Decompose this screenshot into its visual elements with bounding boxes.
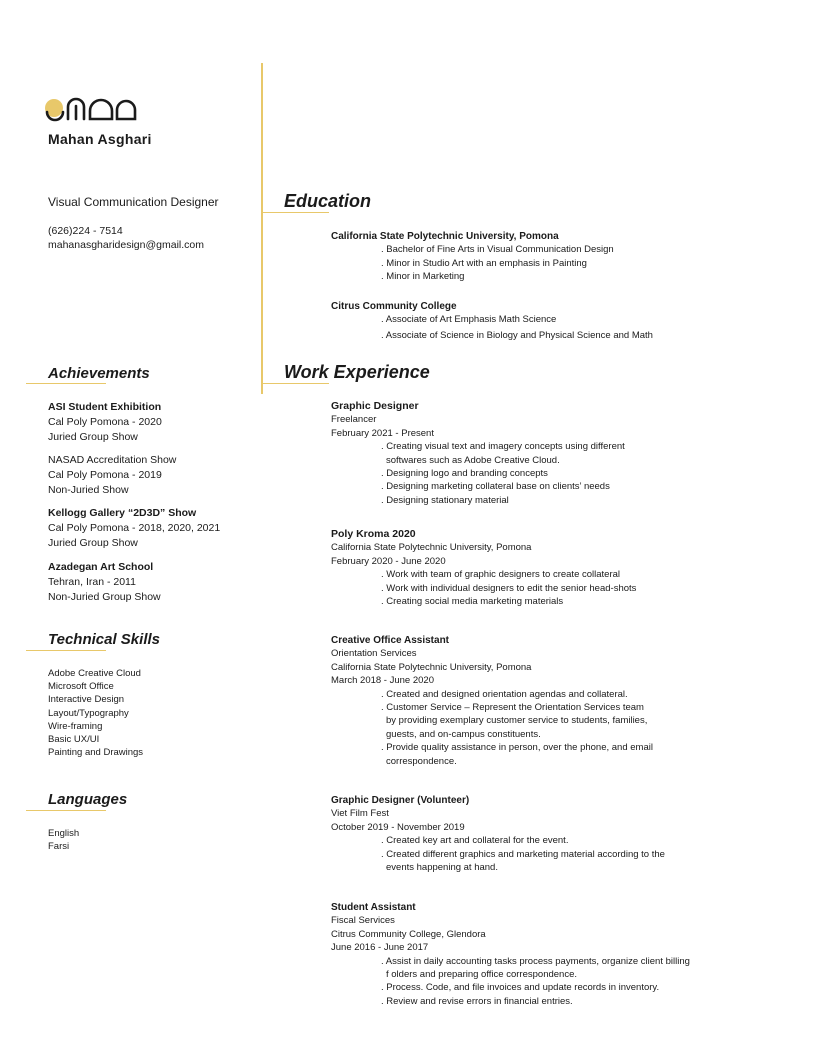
- work-entry: [331, 528, 751, 608]
- bullet: . Designing marketing collateral base on clients’ needs: [381, 481, 610, 493]
- list-item: Basic UX/UI: [48, 734, 100, 746]
- bullet: . Designing logo and branding concepts: [381, 468, 548, 480]
- bullet: . Provide quality assistance in person, over the phone, and email correspondence.: [381, 742, 653, 767]
- achievement-item: [48, 560, 161, 605]
- list-item: Adobe Creative Cloud: [48, 668, 141, 679]
- job-org: Orientation Services: [331, 648, 417, 660]
- profile-title: Visual Communication Designer: [48, 195, 219, 209]
- achievement-item: [48, 453, 176, 498]
- skills-heading: Technical Skills: [48, 631, 160, 648]
- achievement-line: Cal Poly Pomona - 2018, 2020, 2021: [48, 522, 221, 534]
- list-item: English: [48, 828, 80, 839]
- education-entry: [331, 300, 751, 342]
- bullet: . Work with individual designers to edit the senior head-shots: [381, 582, 637, 594]
- bullet: . Minor in Marketing: [381, 271, 465, 283]
- bullet: . Designing stationary material: [381, 494, 509, 506]
- work-entry: [331, 400, 751, 507]
- work-entry: [331, 634, 751, 768]
- school-name: California State Polytechnic University, Pomona: [331, 231, 559, 242]
- profile-name: Mahan Asghari: [48, 131, 152, 147]
- achievement-line: Juried Group Show: [48, 431, 138, 443]
- job-title: Graphic Designer: [331, 400, 419, 412]
- work-heading: Work Experience: [284, 362, 430, 382]
- languages-rule: [26, 810, 106, 811]
- job-dates: February 2021 - Present: [331, 427, 434, 439]
- languages-list: [48, 827, 79, 853]
- work-rule: [261, 383, 329, 384]
- bullet: . Created different graphics and marketing material according to the events happening at hand.: [381, 848, 665, 874]
- achievement-item: [48, 400, 162, 445]
- list-item: Painting and Drawings: [48, 747, 144, 759]
- profile-phone: (626)224 - 7514: [48, 225, 123, 237]
- education-entry: [331, 230, 751, 284]
- list-item: Layout/Typography: [48, 707, 129, 719]
- achievement-line: Cal Poly Pomona - 2020: [48, 416, 162, 428]
- skills-list: [48, 667, 143, 759]
- job-title: Creative Office Assistant: [331, 635, 450, 646]
- work-entry: [331, 794, 751, 874]
- job-dates: March 2018 - June 2020: [331, 675, 434, 687]
- achievement-line: Non-Juried Group Show: [48, 591, 161, 603]
- bullet: . Associate of Art Emphasis Math Science: [381, 314, 557, 326]
- job-dates: February 2020 - June 2020: [331, 555, 446, 567]
- job-title: Poly Kroma 2020: [331, 528, 416, 540]
- job-title: Graphic Designer (Volunteer): [331, 795, 470, 806]
- logo-mark: [44, 97, 156, 123]
- bullet: . Created and designed orientation agendas and collateral.: [381, 688, 628, 700]
- job-org: Fiscal Services: [331, 915, 395, 927]
- education-rule: [261, 212, 329, 213]
- achievement-line: Juried Group Show: [48, 537, 138, 549]
- bullet: . Customer Service – Represent the Orientation Services team by providing exemplary customer service to students, families, guests, and on-campus constituents.: [381, 702, 648, 740]
- profile-email: mahanasgharidesign@gmail.com: [48, 239, 204, 251]
- bullet: . Work with team of graphic designers to create collateral: [381, 569, 621, 581]
- list-item: Wire-framing: [48, 720, 103, 732]
- achievement-line: Non-Juried Show: [48, 484, 129, 496]
- job-org: Citrus Community College, Glendora: [331, 928, 486, 940]
- bullet: . Associate of Science in Biology and Physical Science and Math: [381, 329, 653, 341]
- job-org: California State Polytechnic University, Pomona: [331, 542, 532, 554]
- languages-heading: Languages: [48, 791, 128, 808]
- education-heading: Education: [284, 191, 372, 211]
- list-item: Microsoft Office: [48, 681, 114, 693]
- job-org: California State Polytechnic University, Pomona: [331, 661, 532, 673]
- achievements-rule: [26, 383, 106, 384]
- bullet: . Process. Code, and file invoices and update records in inventory.: [381, 982, 660, 994]
- list-item: Interactive Design: [48, 694, 125, 706]
- bullet: . Bachelor of Fine Arts in Visual Communication Design: [381, 244, 614, 256]
- bullet: . Creating social media marketing materials: [381, 596, 564, 608]
- achievement-item: [48, 506, 220, 551]
- skills-rule: [26, 650, 106, 651]
- achievement-title: NASAD Accreditation Show: [48, 454, 177, 466]
- list-item: Farsi: [48, 841, 70, 853]
- achievements-heading: Achievements: [48, 365, 150, 382]
- bullet: . Minor in Studio Art with an emphasis in Painting: [381, 257, 587, 269]
- job-org: Viet Film Fest: [331, 808, 389, 820]
- vertical-divider: [261, 63, 263, 394]
- achievement-title: Kellogg Gallery “2D3D” Show: [48, 507, 197, 519]
- bullet: . Review and revise errors in financial entries.: [381, 995, 573, 1007]
- bullet: . Assist in daily accounting tasks process payments, organize client billing f olders and preparing office correspondence.: [381, 955, 690, 981]
- bullet: . Creating visual text and imagery concepts using different softwares such as Adobe Creative Cloud.: [381, 441, 625, 466]
- job-dates: October 2019 - November 2019: [331, 821, 465, 833]
- achievement-title: ASI Student Exhibition: [48, 401, 162, 413]
- work-entry: [331, 901, 751, 1008]
- job-dates: June 2016 - June 2017: [331, 942, 429, 954]
- job-title: Student Assistant: [331, 902, 416, 913]
- achievement-line: Cal Poly Pomona - 2019: [48, 469, 162, 481]
- school-name: Citrus Community College: [331, 301, 457, 312]
- achievement-line: Tehran, Iran - 2011: [48, 576, 136, 588]
- job-org: Freelancer: [331, 414, 377, 426]
- bullet: . Created key art and collateral for the event.: [381, 835, 569, 847]
- achievement-title: Azadegan Art School: [48, 561, 154, 573]
